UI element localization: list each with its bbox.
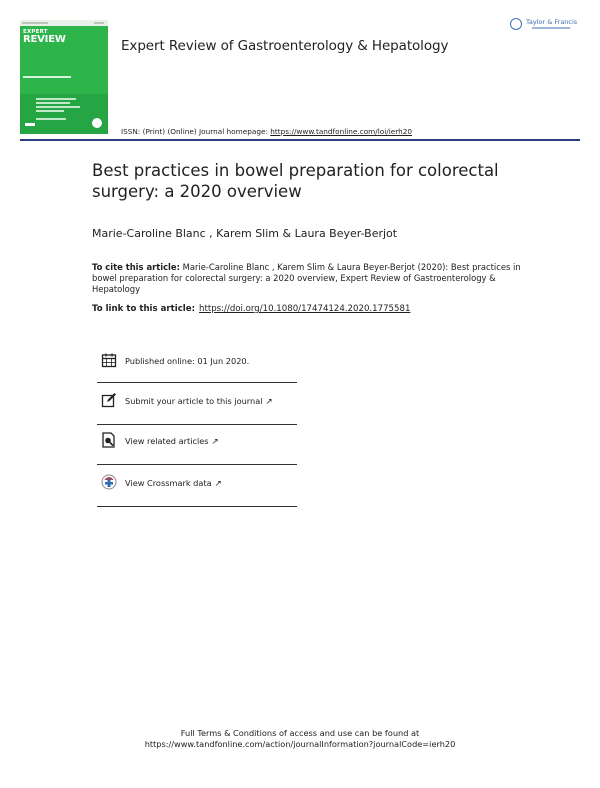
header-rule (20, 139, 580, 141)
doi-link[interactable]: https://doi.org/10.1080/17474124.2020.1775581 (199, 304, 411, 314)
citation-label: To cite this article: (92, 262, 180, 272)
journal-homepage-link[interactable]: https://www.tandfonline.com/loi/ierh20 (270, 127, 413, 136)
cover-text-line (36, 110, 64, 112)
divider (97, 464, 297, 465)
crossmark-text: View Crossmark data (125, 478, 212, 488)
publisher-tagline-bar (532, 27, 570, 29)
crossmark-icon (101, 474, 117, 490)
citation-block (92, 262, 522, 295)
external-link-icon: ↗ (214, 479, 222, 489)
divider (97, 424, 297, 425)
footer (100, 728, 500, 750)
cover-panel (20, 94, 108, 134)
submit-article-link[interactable] (125, 396, 273, 407)
article-title: Best practices in bowel preparation for colorectal surgery: a 2020 overview (92, 161, 499, 201)
cover-strip-text (94, 22, 104, 24)
divider (97, 382, 297, 383)
submit-article-text: Submit your article to this journal (125, 396, 263, 406)
cover-circle-icon (92, 118, 102, 128)
publisher-logo[interactable] (510, 16, 588, 36)
article-link-row (92, 304, 410, 314)
external-link-icon: ↗ (265, 397, 273, 407)
journal-cover-thumbnail (20, 20, 108, 134)
related-articles-item[interactable] (97, 430, 297, 460)
published-online-item (97, 350, 297, 380)
related-articles-link[interactable] (125, 436, 219, 447)
cover-publisher-mark (25, 123, 35, 126)
related-articles-text: View related articles (125, 436, 209, 446)
cover-text-line (36, 118, 66, 120)
article-authors: Marie-Caroline Blanc , Karem Slim & Laura Beyer-Berjot (92, 227, 398, 240)
cover-strip-text (22, 22, 48, 24)
issn-line (121, 127, 412, 136)
footer-line1: Full Terms & Conditions of access and use can be found at (180, 728, 420, 738)
submit-article-item[interactable] (97, 390, 297, 420)
cover-text-line (36, 106, 80, 108)
cover-subtitle-bar (23, 76, 71, 78)
article-link-label: To link to this article: (92, 304, 196, 314)
external-link-icon: ↗ (211, 437, 219, 447)
terms-link[interactable]: https://www.tandfonline.com/action/journalInformation?journalCode=ierh20 (144, 739, 456, 749)
calendar-icon (101, 352, 117, 368)
journal-title: Expert Review of Gastroenterology & Hepatology (121, 38, 449, 54)
crossmark-item[interactable] (97, 472, 297, 502)
divider (97, 506, 297, 507)
published-online-text: Published online: 01 Jun 2020. (125, 356, 250, 366)
cover-brand-line2: REVIEW (23, 34, 66, 45)
cover-text-line (36, 98, 76, 100)
publisher-logo-icon (510, 18, 522, 30)
cover-text-line (36, 102, 70, 104)
issn-text: ISSN: (Print) (Online) Journal homepage: (121, 127, 271, 136)
cover-brand-line1: EXPERT (23, 29, 48, 35)
publisher-name: Taylor & Francis (526, 18, 578, 26)
crossmark-link[interactable] (125, 478, 222, 489)
search-document-icon (101, 432, 117, 448)
citation-text: Marie-Caroline Blanc , Karem Slim & Laura Beyer-Berjot (2020): Best practices in bowel preparation for colorectal surgery: a 2020 overview, Expert Review of Gastroenterology & Hepatology (92, 262, 521, 294)
edit-icon (101, 392, 117, 408)
